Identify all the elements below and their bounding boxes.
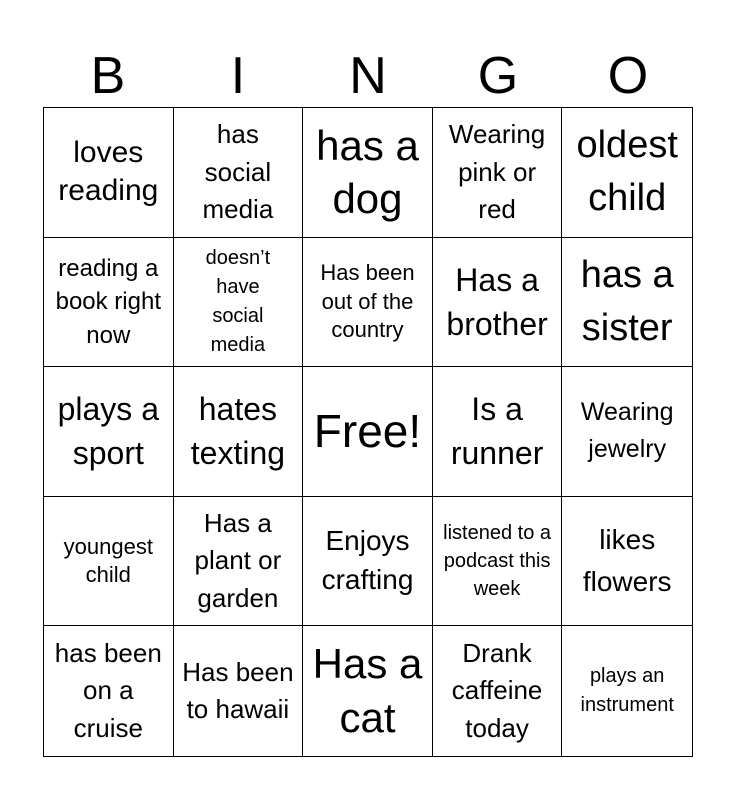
cell-label: likes flowers: [582, 524, 672, 598]
cell-label: youngest child: [63, 533, 153, 588]
cell-label: plays an instrument: [580, 665, 674, 717]
cell-label: hates texting: [190, 391, 286, 472]
cell-label: Has been out of the country: [320, 260, 415, 343]
bingo-cell[interactable]: [44, 108, 174, 238]
free-space: Free!: [313, 404, 422, 457]
cell-label: reading a book right now: [55, 254, 161, 349]
bingo-cell[interactable]: [174, 238, 304, 368]
bingo-cell[interactable]: [303, 626, 433, 756]
header-letter-o: O: [607, 47, 649, 105]
bingo-cell[interactable]: [44, 367, 174, 497]
bingo-cell[interactable]: [433, 108, 563, 238]
bingo-cell[interactable]: [433, 367, 563, 497]
bingo-cell[interactable]: [44, 238, 174, 368]
cell-label: Has been to hawaii: [182, 656, 294, 725]
cell-label: has been on a cruise: [54, 638, 162, 743]
cell-label: has a dog: [316, 121, 419, 223]
bingo-cell[interactable]: [562, 497, 692, 627]
bingo-cell[interactable]: [433, 238, 563, 368]
cell-label: Is a runner: [450, 391, 544, 472]
bingo-cell[interactable]: [174, 108, 304, 238]
bingo-cell[interactable]: [433, 497, 563, 627]
bingo-cell[interactable]: [562, 238, 692, 368]
cell-label: Drank caffeine today: [451, 638, 543, 743]
cell-label: doesn’t have social media: [205, 246, 271, 356]
cell-label: Has a cat: [312, 639, 423, 742]
bingo-board: [43, 107, 693, 757]
bingo-cell[interactable]: [174, 497, 304, 627]
cell-label: loves reading: [58, 135, 159, 208]
cell-label: Enjoys crafting: [321, 525, 414, 596]
cell-label: listened to a podcast this week: [443, 522, 552, 601]
cell-label: Has a brother: [446, 261, 548, 342]
bingo-cell[interactable]: [174, 626, 304, 756]
cell-label: has social media: [202, 119, 274, 225]
header-letter-n: N: [349, 47, 387, 105]
bingo-cell[interactable]: [44, 626, 174, 756]
cell-label: has a sister: [580, 253, 674, 349]
bingo-cell[interactable]: [174, 367, 304, 497]
bingo-cell[interactable]: [303, 367, 433, 497]
header-letter-g: G: [477, 47, 519, 105]
bingo-cell[interactable]: [303, 497, 433, 627]
bingo-cell[interactable]: [44, 497, 174, 627]
cell-label: oldest child: [576, 124, 678, 220]
cell-label: Wearing pink or red: [448, 119, 546, 225]
cell-label: plays a sport: [57, 391, 159, 472]
cell-label: Has a plant or garden: [194, 507, 282, 613]
bingo-cell[interactable]: [303, 108, 433, 238]
bingo-cell[interactable]: [562, 108, 692, 238]
bingo-cell[interactable]: [562, 626, 692, 756]
bingo-cell[interactable]: [433, 626, 563, 756]
header-letter-i: I: [230, 47, 246, 105]
header-letter-b: B: [90, 47, 126, 105]
bingo-cell[interactable]: [562, 367, 692, 497]
cell-label: Wearing jewelry: [580, 397, 674, 464]
bingo-header: [43, 40, 693, 108]
bingo-cell[interactable]: [303, 238, 433, 368]
